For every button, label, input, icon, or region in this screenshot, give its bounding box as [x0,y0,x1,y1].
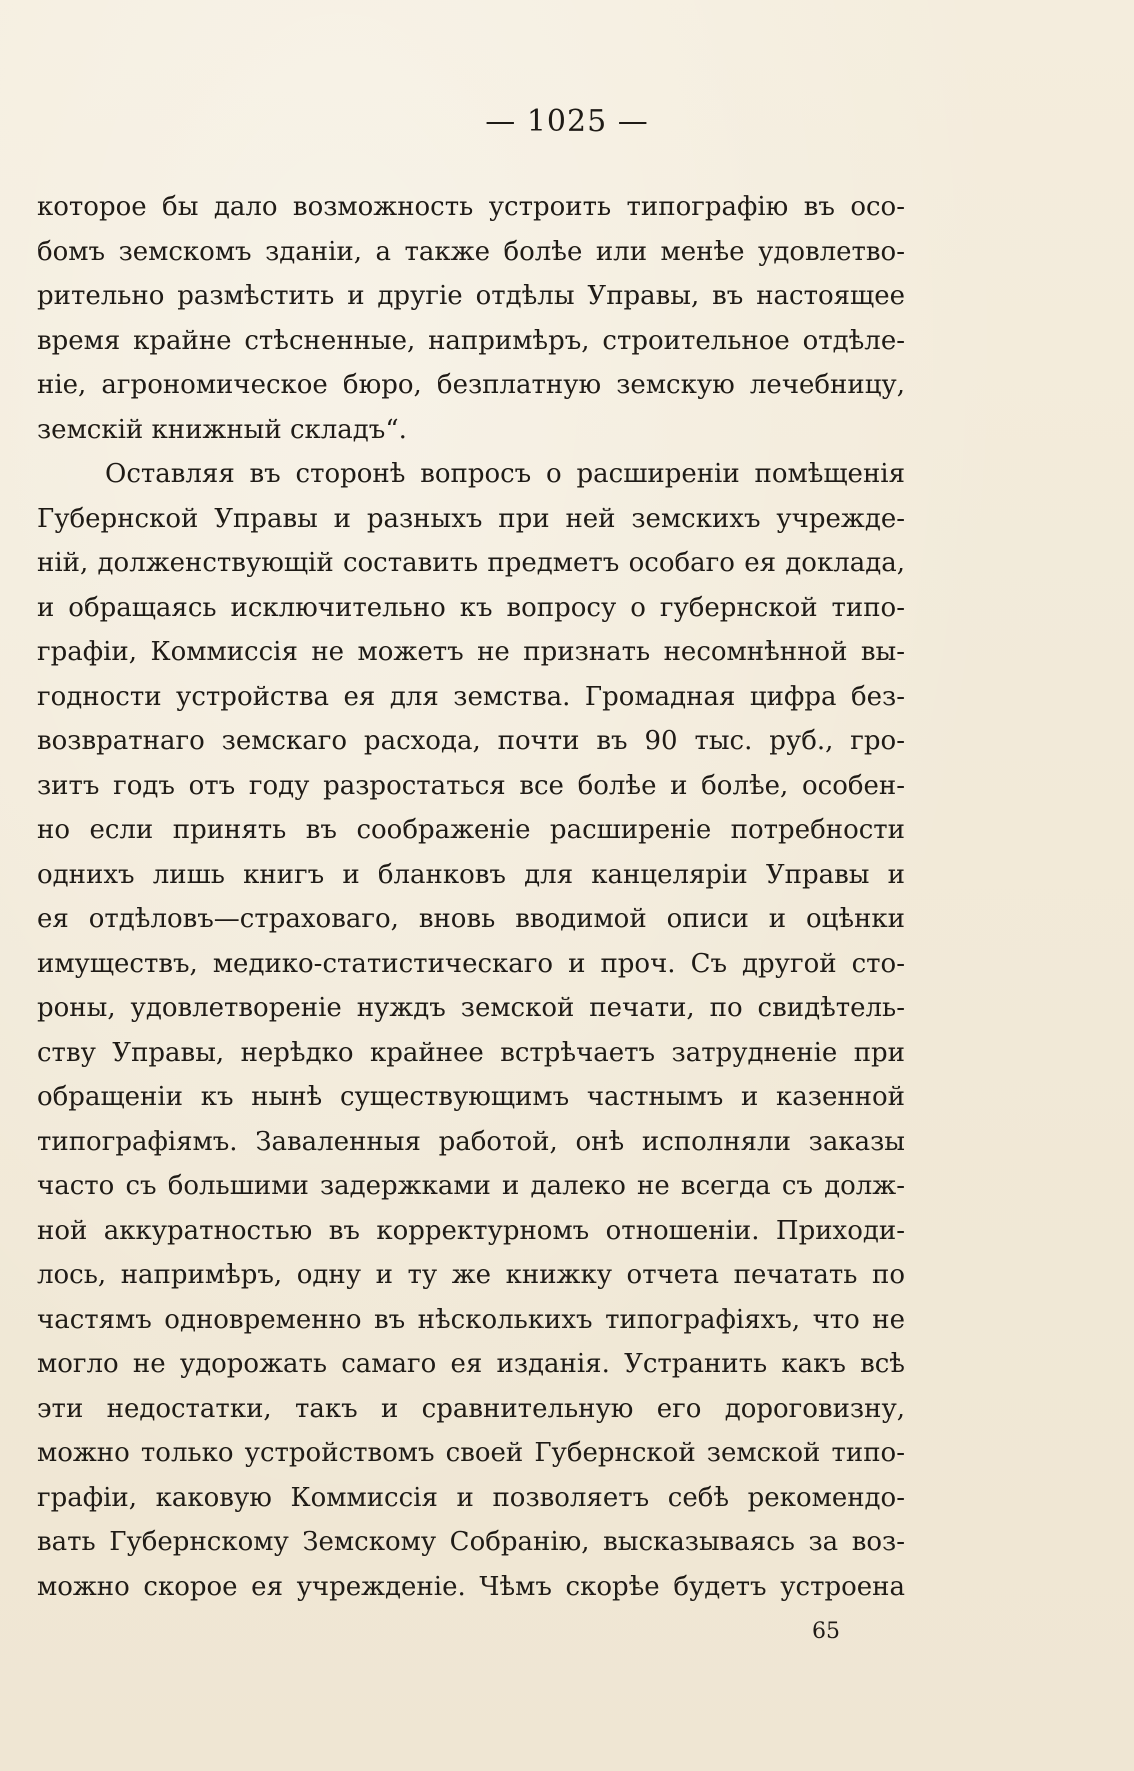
text-line: часто съ большими задержками и далеко не всегда съ долж- [37,1171,905,1201]
text-line: которое бы дало возможность устроить типографію въ осо- [37,192,905,222]
text-line: годности устройства ея для земства. Громадная цифра без- [37,681,905,712]
text-line: рительно размѣстить и другіе отдѣлы Управы, въ настоящее [37,281,905,311]
text-line: ной аккуратностью въ корректурномъ отношеніи. Приходи- [37,1215,905,1246]
text-line: графіи, Коммиссія не можетъ не признать несомнѣнной вы- [37,637,905,667]
text-line: частямъ одновременно въ нѣсколькихъ типографіяхъ, что не [37,1304,905,1335]
text-line: ству Управы, нерѣдко крайнее встрѣчаетъ затрудненіе при [37,1037,905,1068]
text-line: ній, долженствующій составить предметъ особаго ея доклада, [37,548,905,578]
text-line: время крайне стѣсненные, напримѣръ, строительное отдѣле- [37,325,905,356]
text-line: графіи, каковую Коммиссія и позволяетъ себѣ рекомендо- [37,1482,905,1513]
text-line: можно только устройствомъ своей Губернской земской типо- [37,1438,905,1468]
text-line: могло не удорожать самаго ея изданія. Устранить какъ всѣ [37,1349,905,1379]
text-line: и обращаясь исключительно къ вопросу о губернской типо- [37,592,905,623]
text-line: обращеніи къ нынѣ существующимъ частнымъ и казенной [37,1082,905,1112]
text-line: возвратнаго земскаго расхода, почти въ 90 тыс. руб., гро- [37,726,905,756]
page-number: — 1025 — [485,104,649,139]
printer-signature-mark: 65 [812,1619,840,1644]
text-line: ея отдѣловъ—страховаго, вновь вводимой описи и оцѣнки [37,904,905,934]
text-line: роны, удовлетвореніе нуждъ земской печати, по свидѣтель- [37,993,905,1023]
text-line: вать Губернскому Земскому Собранію, высказываясь за воз- [37,1527,905,1557]
text-line: имуществъ, медико-статистическаго и проч. Съ другой сто- [37,948,905,979]
text-line: можно скорое ея учрежденіе. Чѣмъ скорѣе будетъ устроена [37,1571,905,1602]
text-line: лось, напримѣръ, одну и ту же книжку отчета печатать по [37,1260,905,1290]
text-line: но если принять въ соображеніе расширеніе потребности [37,815,905,845]
text-line: Губернской Управы и разныхъ при ней земскихъ учрежде- [37,503,905,534]
text-line: Оставляя въ сторонѣ вопросъ о расширеніи помѣщенія [105,459,905,489]
text-line: бомъ земскомъ зданіи, а также болѣе или менѣе удовлетво- [37,236,905,267]
text-line: однихъ лишь книгъ и бланковъ для канцеляріи Управы и [37,859,905,890]
text-line: эти недостатки, такъ и сравнительную его дороговизну, [37,1393,905,1424]
body-text [37,185,905,1609]
text-line: ніе, агрономическое бюро, безплатную земскую лечебницу, [37,370,905,400]
text-line: зитъ годъ отъ году разростаться все болѣе и болѣе, особен- [37,770,905,801]
text-line: типографіямъ. Заваленныя работой, онѣ исполняли заказы [37,1126,905,1157]
text-line: земскій книжный складъ“. [37,414,407,445]
